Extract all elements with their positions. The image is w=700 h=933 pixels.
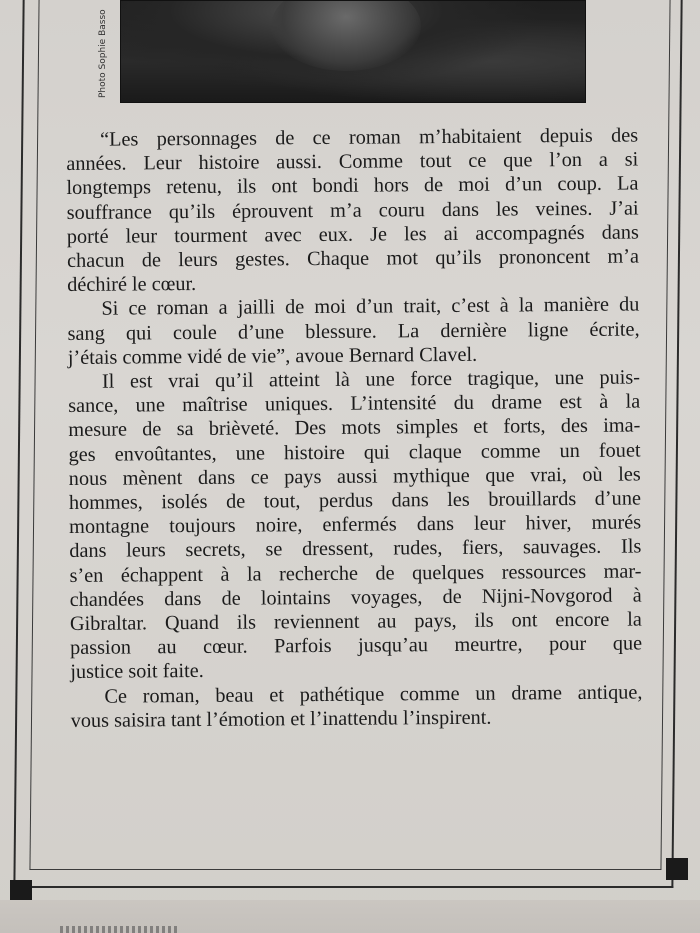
text-line: Ce roman, beau et pathétique comme un drame antique, xyxy=(104,681,643,708)
text-line: vous saisira tant l’émotion et l’inattendu l’inspirent. xyxy=(70,706,492,732)
text-line: Gibraltar. Quand ils reviennent au pays, ils ont encore la xyxy=(69,608,642,636)
text-line: chandées dans de lointains voyages, de Nijni-Novgorod à xyxy=(69,584,642,611)
text-line: chacun de leurs gestes. Chaque mot qu’ils prononcent m’a xyxy=(66,245,640,273)
text-line: Il est vrai qu’il atteint là une force tragique, une puis- xyxy=(101,366,641,393)
text-line: dans leurs secrets, se dressent, rudes, fiers, sauvages. Ils xyxy=(69,535,642,563)
text-line: porté leur tourment avec eux. Je les ai accompagnés dans xyxy=(66,221,639,248)
text-line: souffrance qu’ils éprouvent m’a couru dans les veines. J’ai xyxy=(66,197,639,224)
text-line: Si ce roman a jailli de moi d’un trait, c’est à la manière du xyxy=(101,293,640,321)
photo-credit: Photo Sophie Basso xyxy=(98,9,108,98)
author-photo xyxy=(120,0,586,103)
corner-ornament-bottom-left xyxy=(10,880,32,902)
text-line: nous mènent dans ce pays aussi mythique que vrai, où les xyxy=(68,463,641,490)
blurb-text xyxy=(66,124,643,734)
text-line: déchiré le cœur. xyxy=(67,273,197,297)
text-line: longtemps retenu, ils ont bondi hors de moi d’un coup. La xyxy=(66,172,639,200)
text-line: passion au cœur. Parfois jusqu’au meurtre, pour que xyxy=(69,632,643,660)
text-line: hommes, isolés de tout, perdus dans les brouillards d’une xyxy=(68,487,642,515)
text-line: années. Leur histoire aussi. Comme tout ce que l’on a si xyxy=(66,148,639,176)
corner-ornament-bottom-right xyxy=(666,858,688,880)
text-line: sance, une maîtrise uniques. L’intensité du drame est à la xyxy=(68,390,641,418)
text-line: ges envoûtantes, une histoire qui claque comme un fouet xyxy=(68,439,641,466)
text-line: s’en échappent à la recherche de quelques ressources mar- xyxy=(69,560,642,587)
text-line: sang qui coule d’une blessure. La dernière ligne écrite, xyxy=(67,318,640,345)
next-page-edge xyxy=(60,926,180,933)
text-line: j’étais comme vidé de vie”, avoue Bernard Clavel. xyxy=(67,343,478,369)
text-line: justice soit faite. xyxy=(70,660,204,684)
text-line: montagne toujours noire, enfermés dans leur hiver, murés xyxy=(69,511,642,539)
text-line: “Les personnages de ce roman m’habitaient depuis des xyxy=(100,124,639,151)
text-line: mesure de sa brièveté. Des mots simples et forts, des ima- xyxy=(68,414,641,442)
